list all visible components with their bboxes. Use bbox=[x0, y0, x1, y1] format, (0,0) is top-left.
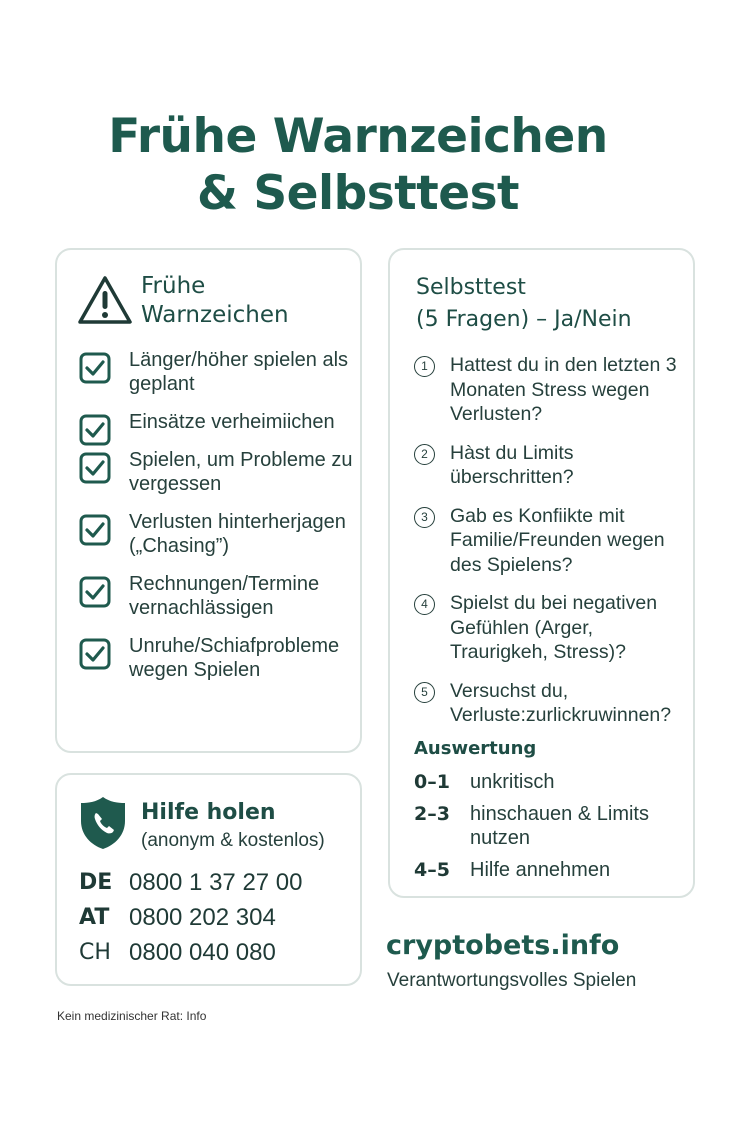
selftest-question bbox=[414, 441, 694, 490]
selftest-question bbox=[414, 504, 694, 578]
selftest-question bbox=[414, 591, 694, 665]
page-title bbox=[0, 108, 716, 222]
evaluation-title: Auswertung bbox=[414, 738, 537, 759]
helpline-row bbox=[79, 935, 303, 970]
warning-sign-item bbox=[79, 448, 364, 496]
helpline-country: DE bbox=[79, 870, 113, 895]
warning-signs-list bbox=[79, 348, 364, 696]
question-text: Gab es Konfiikte mit Familie/Freunden wegen des Spielens? bbox=[450, 504, 665, 576]
selftest-title-line-2: (5 Fragen) – Ja/Nein bbox=[416, 307, 632, 332]
warning-signs-card bbox=[55, 248, 362, 753]
warning-sign-item bbox=[79, 410, 364, 434]
selftest-card bbox=[388, 248, 695, 898]
question-number-badge: 3 bbox=[414, 507, 435, 528]
checkbox-checked-icon bbox=[79, 452, 111, 484]
helpline-number[interactable]: 0800 1 37 27 00 bbox=[129, 868, 303, 896]
warning-sign-item bbox=[79, 510, 364, 558]
helpline-country: AT bbox=[79, 905, 110, 930]
selftest-question bbox=[414, 353, 694, 427]
warning-signs-header bbox=[77, 272, 347, 334]
question-number-badge: 5 bbox=[414, 682, 435, 703]
page-title-line-1: Frühe Warnzeichen bbox=[108, 109, 608, 164]
warning-sign-text: Unruhe/Schiafprobleme wegen Spielen bbox=[129, 635, 340, 681]
helpline-list bbox=[79, 865, 303, 970]
help-card bbox=[55, 773, 362, 986]
warning-signs-title-line-1: Frühe bbox=[141, 273, 206, 299]
question-text: Spielst du bei negativen Gefühlen (Arger, Traurigkeh, Stress)? bbox=[450, 592, 658, 663]
warning-sign-text: Rechnungen/Termine vernachlässigen bbox=[129, 573, 320, 619]
warning-signs-title-line-2: Warnzeichen bbox=[141, 302, 289, 328]
evaluation-result: Hilfe annehmen bbox=[470, 859, 611, 881]
selftest-question-list bbox=[414, 353, 694, 742]
help-header bbox=[79, 795, 359, 859]
warning-triangle-icon bbox=[77, 274, 133, 326]
question-text: Versuchst du, Verluste:zurlickruwinnen? bbox=[450, 679, 672, 726]
helpline-number[interactable]: 0800 202 304 bbox=[129, 903, 276, 931]
warning-sign-text: Verlusten hinterherjagen („Chasing”) bbox=[129, 511, 346, 557]
helpline-row bbox=[79, 900, 303, 935]
question-number-badge: 4 bbox=[414, 594, 435, 615]
selftest-title bbox=[416, 272, 686, 336]
question-text: Hàst du Limits überschritten? bbox=[450, 441, 574, 488]
page-title-line-2: & Selbsttest bbox=[196, 166, 520, 221]
checkbox-checked-icon bbox=[79, 638, 111, 670]
selftest-title-line-1: Selbsttest bbox=[416, 275, 526, 300]
evaluation-result: hinschauen & Limits nutzen bbox=[470, 803, 649, 849]
question-text: Hattest du in den letzten 3 Monaten Stress wegen Verlusten? bbox=[450, 354, 677, 425]
warning-sign-item bbox=[79, 572, 364, 620]
warning-signs-title bbox=[141, 272, 289, 330]
warning-sign-item bbox=[79, 348, 364, 396]
brand-tagline: Verantwortungsvolles Spielen bbox=[387, 970, 637, 991]
warning-sign-item bbox=[79, 634, 364, 682]
evaluation-row bbox=[414, 770, 684, 794]
checkbox-checked-icon bbox=[79, 514, 111, 546]
checkbox-checked-icon bbox=[79, 576, 111, 608]
evaluation-list bbox=[414, 770, 684, 890]
brand-name[interactable]: cryptobets.info bbox=[386, 930, 620, 961]
warning-sign-text: Einsätze verheimiichen bbox=[129, 411, 335, 433]
checkbox-checked-icon bbox=[79, 352, 111, 384]
helpline-number[interactable]: 0800 040 080 bbox=[129, 938, 276, 966]
evaluation-row bbox=[414, 802, 684, 850]
disclaimer-text: Kein medizinischer Rat: Info bbox=[57, 1009, 207, 1023]
question-number-badge: 2 bbox=[414, 444, 435, 465]
selftest-question bbox=[414, 679, 694, 728]
warning-sign-text: Länger/höher spielen als geplant bbox=[129, 349, 349, 395]
help-title: Hilfe holen bbox=[141, 800, 276, 825]
helpline-country: CH bbox=[79, 940, 111, 965]
warning-sign-text: Spielen, um Probleme zu vergessen bbox=[129, 449, 353, 495]
evaluation-range: 0–1 bbox=[414, 771, 450, 793]
helpline-row bbox=[79, 865, 303, 900]
shield-phone-icon bbox=[79, 795, 127, 851]
evaluation-range: 4–5 bbox=[414, 859, 450, 881]
evaluation-range: 2–3 bbox=[414, 803, 450, 825]
evaluation-row bbox=[414, 858, 684, 882]
checkbox-checked-icon bbox=[79, 414, 111, 446]
evaluation-result: unkritisch bbox=[470, 771, 555, 793]
question-number-badge: 1 bbox=[414, 356, 435, 377]
help-subtitle: (anonym & kostenlos) bbox=[141, 830, 325, 851]
